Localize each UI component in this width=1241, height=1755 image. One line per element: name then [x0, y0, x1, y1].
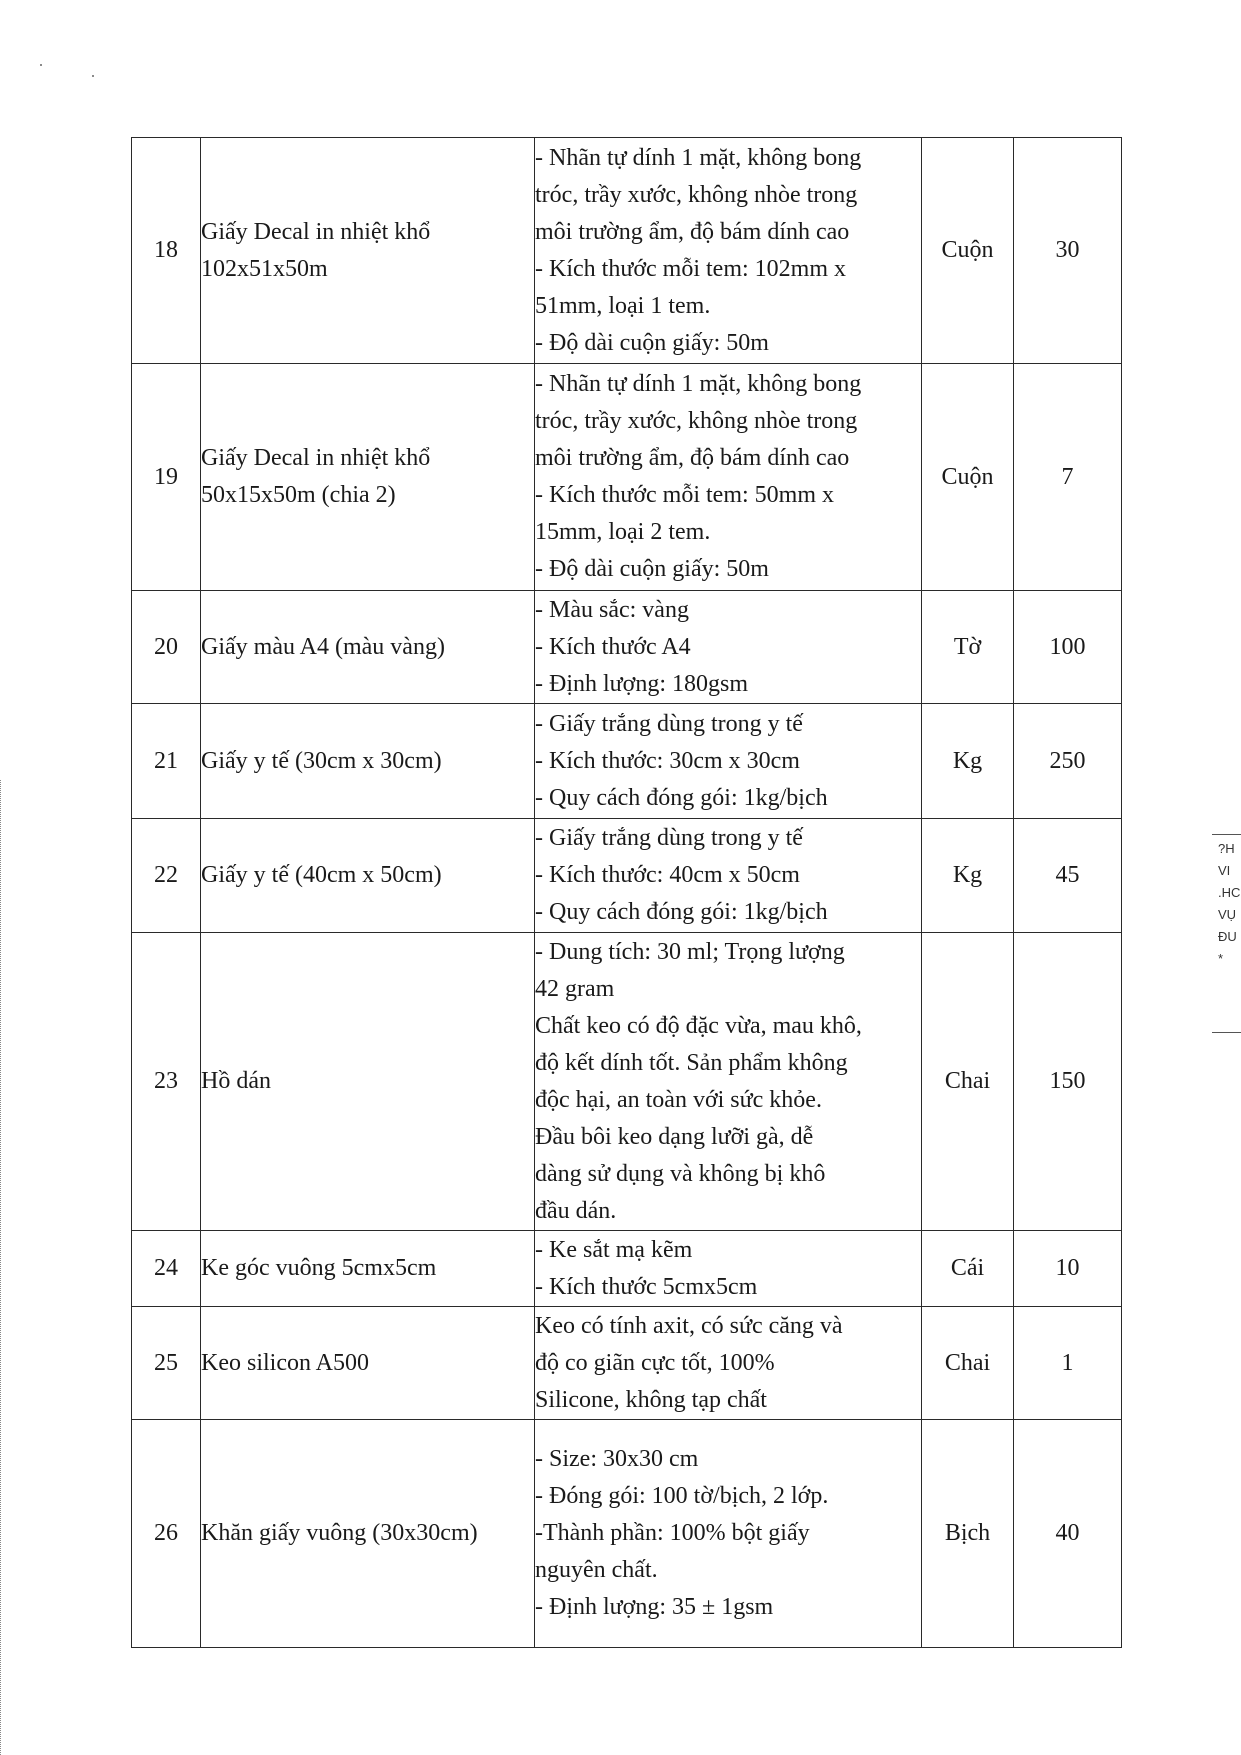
item-name: [201, 1420, 535, 1648]
item-name-line: Giấy y tế (40cm x 50cm): [201, 862, 442, 888]
item-specification: [535, 819, 922, 933]
specification-line: Đầu bôi keo dạng lưỡi gà, dễ: [535, 1123, 814, 1150]
specification-line: môi trường ẩm, độ bám dính cao: [535, 218, 850, 245]
table-row: [132, 1307, 1122, 1420]
table-row: [132, 1420, 1122, 1648]
row-number: 23: [132, 933, 201, 1231]
stamp-rule: [1212, 1032, 1241, 1033]
specification-line: - Nhãn tự dính 1 mặt, không bong: [535, 371, 862, 397]
item-name-line: Giấy y tế (30cm x 30cm): [201, 747, 442, 774]
stamp-text: .HC: [1218, 885, 1241, 900]
specification-line: Silicone, không tạp chất: [535, 1386, 767, 1413]
specification-line: - Giấy trắng dùng trong y tế: [535, 710, 803, 737]
specification-line: 42 gram: [535, 975, 615, 1002]
specification-line: - Kích thước 5cmx5cm: [535, 1273, 758, 1300]
specification-line: - Kích thước mỗi tem: 50mm x: [535, 482, 834, 508]
item-quantity: 250: [1014, 704, 1122, 819]
specification-line: - Size: 30x30 cm: [535, 1446, 699, 1472]
item-quantity: 100: [1014, 591, 1122, 704]
item-specification: [535, 1231, 922, 1307]
specification-line: - Màu sắc: vàng: [535, 596, 689, 623]
specification-line: -Thành phần: 100% bột giấy: [535, 1520, 810, 1546]
item-specification: [535, 1420, 922, 1648]
table-row: [132, 933, 1122, 1231]
item-unit: Chai: [922, 1307, 1014, 1420]
item-name-line: Khăn giấy vuông (30x30cm): [201, 1520, 478, 1546]
items-table: [131, 137, 1122, 1648]
item-specification: [535, 1307, 922, 1420]
item-specification: [535, 364, 922, 591]
item-specification: [535, 591, 922, 704]
item-name: [201, 1307, 535, 1420]
specification-line: - Định lượng: 180gsm: [535, 670, 749, 697]
scan-edge: [0, 780, 3, 1755]
item-name: [201, 704, 535, 819]
specification-line: - Đóng gói: 100 tờ/bịch, 2 lớp.: [535, 1483, 829, 1509]
specification-line: nguyên chất.: [535, 1557, 658, 1583]
specification-line: - Kích thước mỗi tem: 102mm x: [535, 255, 846, 282]
stamp-text: ĐU: [1218, 929, 1237, 944]
table-row: [132, 591, 1122, 704]
specification-line: - Nhãn tự dính 1 mặt, không bong: [535, 144, 862, 171]
items-table-body: [132, 138, 1122, 1648]
table-row: [132, 1231, 1122, 1307]
item-unit: Cái: [922, 1231, 1014, 1307]
stamp-text: VI: [1218, 863, 1231, 878]
specification-line: - Kích thước A4: [535, 633, 691, 660]
table-row: [132, 138, 1122, 364]
specification-line: Chất keo có độ đặc vừa, mau khô,: [535, 1012, 862, 1039]
item-name: [201, 933, 535, 1231]
item-name: [201, 591, 535, 704]
row-number: 24: [132, 1231, 201, 1307]
margin-stamp-fragment: [1218, 838, 1241, 970]
stamp-text: *: [1218, 951, 1224, 966]
row-number: 22: [132, 819, 201, 933]
item-name-line: Ke góc vuông 5cmx5cm: [201, 1255, 437, 1281]
item-quantity: 150: [1014, 933, 1122, 1231]
specification-line: độ co giãn cực tốt, 100%: [535, 1349, 775, 1376]
table-row: [132, 819, 1122, 933]
stamp-rule: [1212, 834, 1241, 835]
item-quantity: 30: [1014, 138, 1122, 364]
specification-line: 15mm, loại 2 tem.: [535, 519, 711, 545]
row-number: 26: [132, 1420, 201, 1648]
item-quantity: 1: [1014, 1307, 1122, 1420]
item-quantity: 40: [1014, 1420, 1122, 1648]
specification-line: - Kích thước: 30cm x 30cm: [535, 747, 800, 774]
specification-line: dàng sử dụng và không bị khô: [535, 1160, 826, 1187]
item-unit: Chai: [922, 933, 1014, 1231]
item-name: [201, 1231, 535, 1307]
specification-line: môi trường ẩm, độ bám dính cao: [535, 445, 850, 471]
item-name-line: Giấy Decal in nhiệt khổ: [201, 218, 431, 245]
item-name-line: Giấy màu A4 (màu vàng): [201, 633, 445, 660]
specification-line: đầu dán.: [535, 1197, 617, 1224]
item-quantity: 10: [1014, 1231, 1122, 1307]
specification-line: - Độ dài cuộn giấy: 50m: [535, 329, 769, 356]
row-number: 20: [132, 591, 201, 704]
item-unit: Kg: [922, 704, 1014, 819]
table-row: [132, 364, 1122, 591]
row-number: 18: [132, 138, 201, 364]
specification-line: - Quy cách đóng gói: 1kg/bịch: [535, 899, 828, 925]
item-specification: [535, 138, 922, 364]
specification-line: - Độ dài cuộn giấy: 50m: [535, 556, 769, 582]
item-name-line: 50x15x50m (chia 2): [201, 482, 396, 508]
item-unit: Kg: [922, 819, 1014, 933]
row-number: 25: [132, 1307, 201, 1420]
specification-line: 51mm, loại 1 tem.: [535, 292, 711, 319]
scan-speck: [92, 75, 94, 77]
specification-line: - Kích thước: 40cm x 50cm: [535, 862, 800, 888]
item-specification: [535, 704, 922, 819]
specification-line: - Ke sắt mạ kẽm: [535, 1236, 693, 1263]
specification-line: - Dung tích: 30 ml; Trọng lượng: [535, 938, 845, 965]
specification-line: độ kết dính tốt. Sản phẩm không: [535, 1049, 848, 1076]
scan-speck: [40, 64, 42, 66]
item-name-line: 102x51x50m: [201, 255, 328, 282]
item-unit: Tờ: [922, 591, 1014, 704]
specification-line: - Quy cách đóng gói: 1kg/bịch: [535, 784, 828, 811]
item-quantity: 7: [1014, 364, 1122, 591]
item-name: [201, 138, 535, 364]
item-unit: Cuộn: [922, 364, 1014, 591]
specification-line: tróc, trầy xước, không nhòe trong: [535, 408, 858, 434]
table-row: [132, 704, 1122, 819]
specification-line: Keo có tính axit, có sức căng và: [535, 1312, 843, 1339]
item-name-line: Keo silicon A500: [201, 1349, 369, 1376]
specification-line: độc hại, an toàn với sức khỏe.: [535, 1086, 822, 1113]
item-quantity: 45: [1014, 819, 1122, 933]
specification-line: - Giấy trắng dùng trong y tế: [535, 825, 803, 851]
stamp-text: VỤ: [1218, 907, 1237, 922]
specification-line: - Định lượng: 35 ± 1gsm: [535, 1594, 774, 1620]
item-name: [201, 364, 535, 591]
row-number: 21: [132, 704, 201, 819]
item-name-line: Giấy Decal in nhiệt khổ: [201, 445, 431, 471]
stamp-text: ?H: [1218, 841, 1235, 856]
item-name: [201, 819, 535, 933]
item-unit: Cuộn: [922, 138, 1014, 364]
item-name-line: Hồ dán: [201, 1068, 271, 1094]
row-number: 19: [132, 364, 201, 591]
item-unit: Bịch: [922, 1420, 1014, 1648]
specification-line: tróc, trầy xước, không nhòe trong: [535, 181, 858, 208]
item-specification: [535, 933, 922, 1231]
